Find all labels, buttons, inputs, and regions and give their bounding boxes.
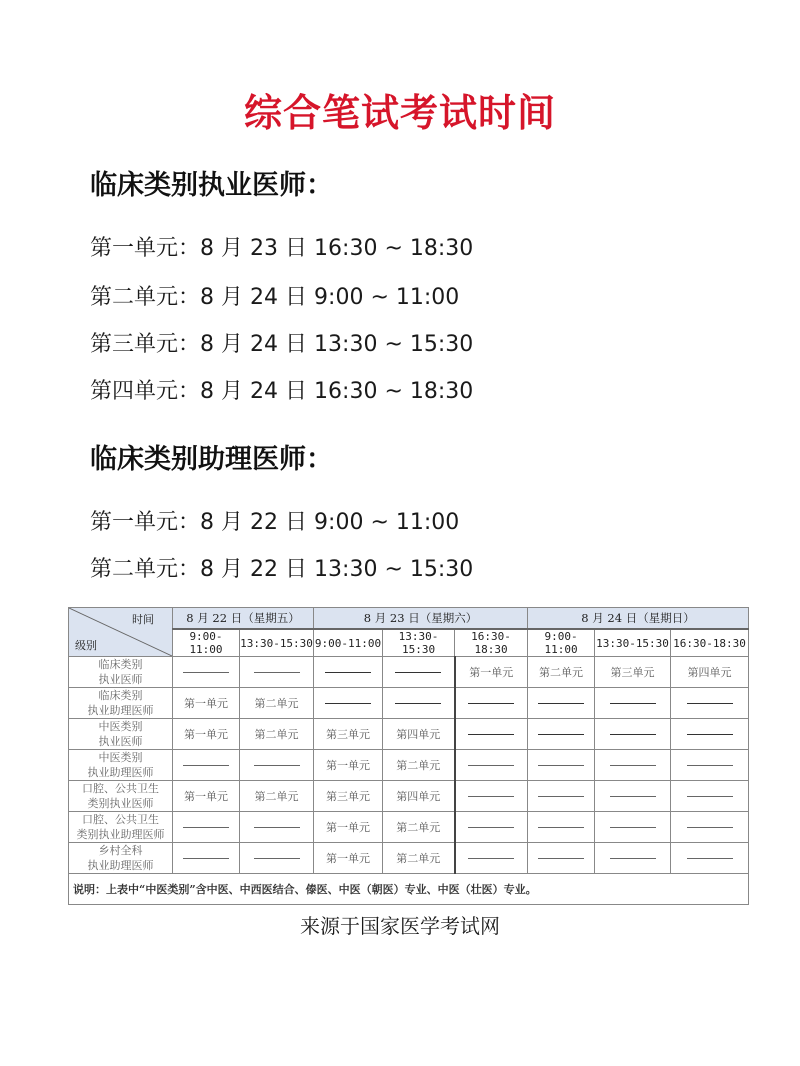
table-note: 说明：上表中“中医类别”含中医、中西医结合、傣医、中医（朝医）专业、中医（壮医）专业。 bbox=[69, 874, 749, 905]
dash-placeholder bbox=[468, 827, 514, 828]
schedule-cell bbox=[455, 688, 528, 719]
dash-placeholder bbox=[687, 765, 733, 766]
dash-placeholder bbox=[183, 858, 229, 859]
schedule-cell bbox=[173, 750, 240, 781]
category-line: 口腔、公共卫生 bbox=[82, 782, 159, 795]
category-cell bbox=[69, 688, 173, 719]
schedule-cell bbox=[173, 843, 240, 874]
schedule-cell bbox=[455, 781, 528, 812]
schedule-cell bbox=[671, 750, 749, 781]
schedule-cell bbox=[455, 843, 528, 874]
unit-line: 第一单元：8 月 22 日 9:00 ~ 11:00 bbox=[90, 510, 460, 535]
unit-line: 第一单元：8 月 23 日 16:30 ~ 18:30 bbox=[90, 236, 474, 261]
page-title: 综合笔试考试时间 bbox=[243, 91, 556, 135]
schedule-cell: 第一单元 bbox=[314, 750, 383, 781]
dash-placeholder bbox=[254, 827, 300, 828]
schedule-cell bbox=[595, 812, 671, 843]
dash-placeholder bbox=[538, 765, 584, 766]
category-line: 类别执业助理医师 bbox=[76, 828, 165, 841]
slot-header: 9:00-11:00 bbox=[173, 629, 240, 657]
category-line: 执业医师 bbox=[98, 673, 143, 686]
dash-placeholder bbox=[538, 827, 584, 828]
unit-line: 第二单元：8 月 22 日 13:30 ~ 15:30 bbox=[90, 557, 474, 582]
dash-placeholder bbox=[254, 765, 300, 766]
dash-placeholder bbox=[395, 672, 441, 673]
schedule-cell bbox=[595, 843, 671, 874]
schedule-cell: 第一单元 bbox=[314, 843, 383, 874]
schedule-cell bbox=[671, 843, 749, 874]
slot-header: 16:30-18:30 bbox=[455, 629, 528, 657]
schedule-cell bbox=[671, 781, 749, 812]
dash-placeholder bbox=[610, 734, 656, 735]
dash-placeholder bbox=[687, 796, 733, 797]
category-line: 中医类别 bbox=[98, 751, 143, 764]
table-corner-header bbox=[69, 608, 173, 657]
unit-line: 第二单元：8 月 24 日 9:00 ~ 11:00 bbox=[90, 285, 460, 310]
day-header: 8 月 24 日（星期日） bbox=[528, 608, 749, 630]
schedule-cell: 第一单元 bbox=[173, 719, 240, 750]
dash-placeholder bbox=[468, 765, 514, 766]
slot-header: 16:30-18:30 bbox=[671, 629, 749, 657]
schedule-cell bbox=[528, 750, 595, 781]
dash-placeholder bbox=[610, 703, 656, 704]
category-line: 类别执业医师 bbox=[87, 797, 154, 810]
dash-placeholder bbox=[687, 734, 733, 735]
dash-placeholder bbox=[254, 858, 300, 859]
table-row bbox=[69, 719, 749, 750]
category-line: 乡村全科 bbox=[98, 844, 143, 857]
dash-placeholder bbox=[325, 703, 371, 704]
schedule-cell bbox=[314, 688, 383, 719]
schedule-cell: 第二单元 bbox=[383, 750, 455, 781]
schedule-cell: 第二单元 bbox=[383, 843, 455, 874]
category-line: 执业医师 bbox=[98, 735, 143, 748]
schedule-cell bbox=[240, 657, 314, 688]
category-line: 执业助理医师 bbox=[87, 704, 154, 717]
schedule-cell: 第二单元 bbox=[240, 688, 314, 719]
category-cell bbox=[69, 812, 173, 843]
schedule-cell: 第四单元 bbox=[671, 657, 749, 688]
corner-level-label: 级别 bbox=[75, 639, 97, 652]
schedule-cell bbox=[595, 750, 671, 781]
dash-placeholder bbox=[610, 765, 656, 766]
schedule-cell bbox=[240, 812, 314, 843]
day-header: 8 月 23 日（星期六） bbox=[314, 608, 528, 630]
schedule-cell bbox=[383, 688, 455, 719]
category-line: 执业助理医师 bbox=[87, 859, 154, 872]
exam-schedule-table bbox=[68, 607, 749, 905]
table-row bbox=[69, 688, 749, 719]
schedule-cell: 第四单元 bbox=[383, 781, 455, 812]
category-cell bbox=[69, 719, 173, 750]
table-row bbox=[69, 657, 749, 688]
schedule-cell: 第一单元 bbox=[173, 688, 240, 719]
schedule-cell bbox=[240, 750, 314, 781]
dash-placeholder bbox=[468, 703, 514, 704]
slot-header: 13:30-15:30 bbox=[383, 629, 455, 657]
schedule-cell bbox=[455, 719, 528, 750]
dash-placeholder bbox=[468, 796, 514, 797]
schedule-cell: 第二单元 bbox=[240, 781, 314, 812]
schedule-cell bbox=[240, 843, 314, 874]
section-heading-clinical-practitioner: 临床类别执业医师： bbox=[90, 170, 333, 201]
category-cell bbox=[69, 750, 173, 781]
schedule-cell bbox=[455, 750, 528, 781]
schedule-cell: 第二单元 bbox=[528, 657, 595, 688]
table-row bbox=[69, 750, 749, 781]
category-line: 临床类别 bbox=[98, 689, 143, 702]
category-line: 执业助理医师 bbox=[87, 766, 154, 779]
dash-placeholder bbox=[183, 765, 229, 766]
schedule-cell: 第三单元 bbox=[314, 719, 383, 750]
dash-placeholder bbox=[325, 672, 371, 673]
schedule-cell: 第三单元 bbox=[314, 781, 383, 812]
schedule-cell bbox=[595, 719, 671, 750]
schedule-cell bbox=[671, 812, 749, 843]
table-row bbox=[69, 781, 749, 812]
schedule-cell: 第二单元 bbox=[240, 719, 314, 750]
category-cell bbox=[69, 657, 173, 688]
schedule-cell bbox=[383, 657, 455, 688]
unit-line: 第四单元：8 月 24 日 16:30 ~ 18:30 bbox=[90, 379, 474, 404]
schedule-cell bbox=[595, 781, 671, 812]
schedule-cell bbox=[528, 719, 595, 750]
schedule-cell bbox=[671, 719, 749, 750]
dash-placeholder bbox=[610, 827, 656, 828]
schedule-cell bbox=[671, 688, 749, 719]
source-caption: 来源于国家医学考试网 bbox=[300, 914, 500, 938]
schedule-cell: 第一单元 bbox=[314, 812, 383, 843]
table-row bbox=[69, 812, 749, 843]
schedule-cell bbox=[595, 688, 671, 719]
schedule-cell bbox=[455, 812, 528, 843]
dash-placeholder bbox=[468, 734, 514, 735]
dash-placeholder bbox=[610, 796, 656, 797]
day-header: 8 月 22 日（星期五） bbox=[173, 608, 314, 630]
slot-header: 13:30-15:30 bbox=[240, 629, 314, 657]
dash-placeholder bbox=[538, 858, 584, 859]
schedule-cell: 第三单元 bbox=[595, 657, 671, 688]
category-line: 口腔、公共卫生 bbox=[82, 813, 159, 826]
table-row bbox=[69, 843, 749, 874]
slot-header: 13:30-15:30 bbox=[595, 629, 671, 657]
schedule-cell: 第一单元 bbox=[455, 657, 528, 688]
dash-placeholder bbox=[687, 858, 733, 859]
schedule-cell bbox=[528, 812, 595, 843]
section-heading-clinical-assistant: 临床类别助理医师： bbox=[90, 444, 333, 475]
category-cell bbox=[69, 781, 173, 812]
schedule-cell bbox=[173, 657, 240, 688]
dash-placeholder bbox=[183, 827, 229, 828]
schedule-cell: 第四单元 bbox=[383, 719, 455, 750]
corner-time-label: 时间 bbox=[132, 613, 154, 626]
category-line: 临床类别 bbox=[98, 658, 143, 671]
dash-placeholder bbox=[395, 703, 441, 704]
dash-placeholder bbox=[468, 858, 514, 859]
schedule-cell bbox=[173, 812, 240, 843]
category-line: 中医类别 bbox=[98, 720, 143, 733]
schedule-cell bbox=[528, 781, 595, 812]
slot-header: 9:00-11:00 bbox=[528, 629, 595, 657]
dash-placeholder bbox=[687, 827, 733, 828]
schedule-cell: 第一单元 bbox=[173, 781, 240, 812]
category-cell bbox=[69, 843, 173, 874]
dash-placeholder bbox=[538, 796, 584, 797]
dash-placeholder bbox=[687, 703, 733, 704]
dash-placeholder bbox=[254, 672, 300, 673]
slot-header: 9:00-11:00 bbox=[314, 629, 383, 657]
schedule-cell: 第二单元 bbox=[383, 812, 455, 843]
dash-placeholder bbox=[183, 672, 229, 673]
schedule-cell bbox=[528, 688, 595, 719]
schedule-cell bbox=[314, 657, 383, 688]
dash-placeholder bbox=[538, 703, 584, 704]
unit-line: 第三单元：8 月 24 日 13:30 ~ 15:30 bbox=[90, 332, 474, 357]
dash-placeholder bbox=[538, 734, 584, 735]
dash-placeholder bbox=[610, 858, 656, 859]
schedule-cell bbox=[528, 843, 595, 874]
